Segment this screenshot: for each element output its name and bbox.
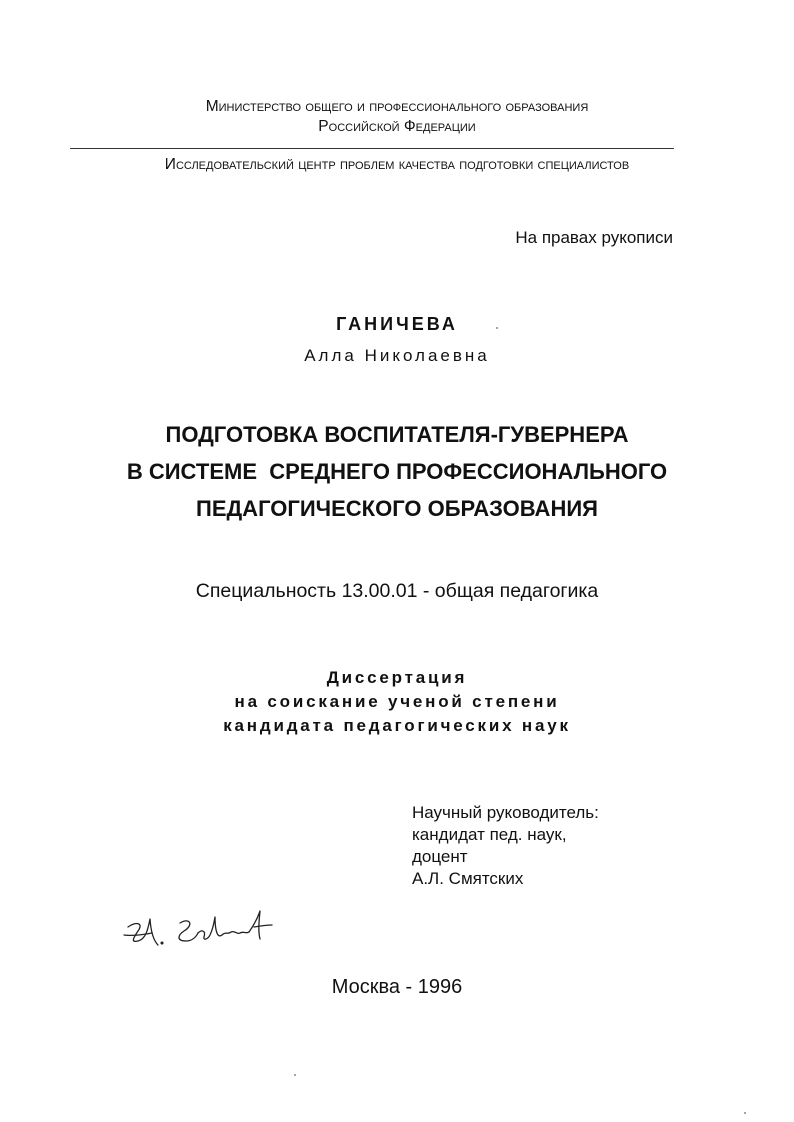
advisor-line2: кандидат пед. наук, [412, 825, 567, 844]
ministry-line2: Российской Федерации [318, 118, 476, 135]
institute-name: Исследовательский центр проблем качества подготовки специалистов [164, 156, 630, 173]
ministry-line1: Министерство общего и профессионального образования [205, 98, 589, 115]
advisor-line4: А.Л. Смятских [412, 869, 524, 888]
scan-speck [744, 1112, 746, 1114]
speciality: Специальность 13.00.01 - общая педагогика [195, 580, 599, 602]
handwritten-signature-icon [118, 905, 278, 955]
author-given-names: Алла Николаевна [304, 346, 490, 365]
scan-speck [294, 1074, 296, 1076]
rights-note: На правах рукописи [515, 228, 673, 247]
title-line1: ПОДГОТОВКА ВОСПИТАТЕЛЯ-ГУВЕРНЕРА [165, 422, 629, 447]
author-surname: ГАНИЧЕВА [336, 314, 458, 334]
title-line3: ПЕДАГОГИЧЕСКОГО ОБРАЗОВАНИЯ [196, 496, 598, 521]
dissertation-line3: кандидата педагогических наук [223, 716, 571, 735]
title-line2: В СИСТЕМЕ СРЕДНЕГО ПРОФЕССИОНАЛЬНОГО [126, 459, 668, 484]
dissertation-line1: Диссертация [326, 668, 468, 687]
city-year: Москва - 1996 [331, 976, 463, 998]
header-divider [70, 148, 674, 149]
scan-speck [496, 327, 498, 329]
advisor-line1: Научный руководитель: [412, 803, 599, 822]
dissertation-line2: на соискание ученой степени [234, 692, 560, 711]
advisor-line3: доцент [412, 847, 468, 866]
